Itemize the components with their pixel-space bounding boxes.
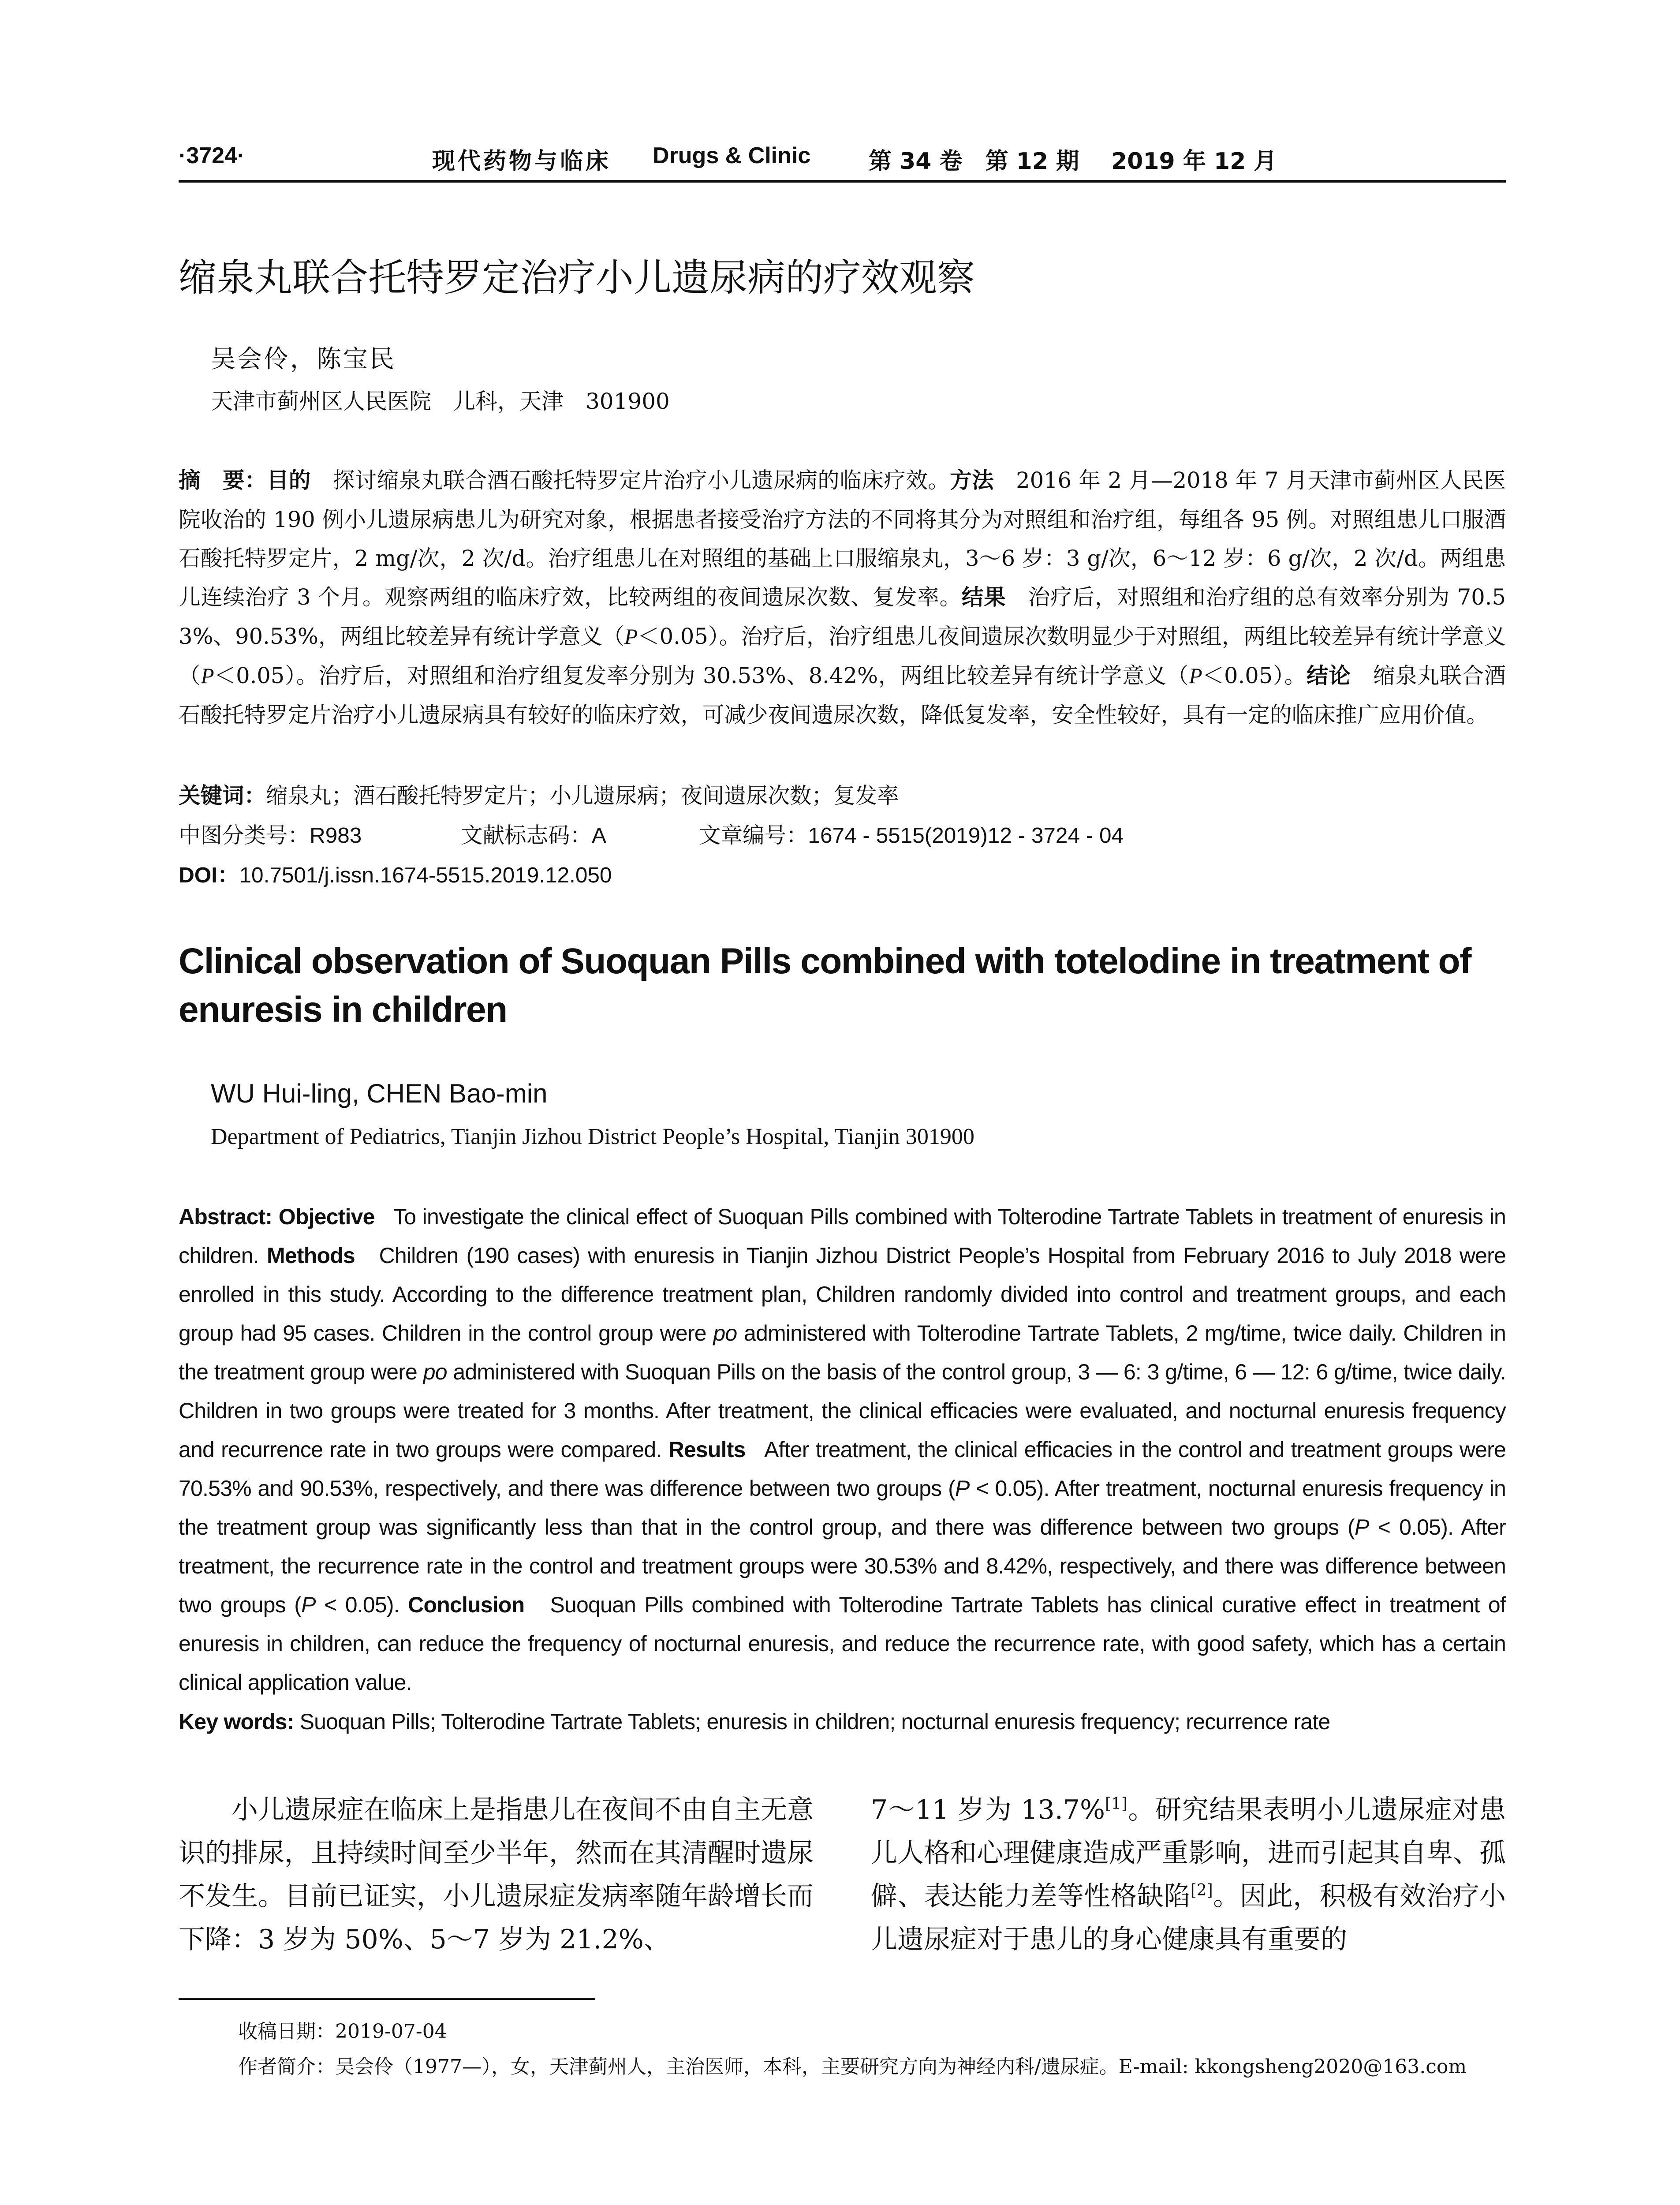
running-header [179,140,1506,183]
conclusion-text-en: Suoquan Pills combined with Tolterodine Tartrate Tablets has clinical curative effect in treatment of enuresis in children, can reduce the frequency of nocturnal enuresis, and reduce the recurrence rate, with good safety, which has a certain clinical application value. [179,1592,1506,1695]
keywords-text-cn: 缩泉丸；酒石酸托特罗定片；小儿遗尿病；夜间遗尿次数；复发率 [266,783,899,808]
objective-label-en: Objective [278,1204,375,1229]
p-value-symbol: P [201,664,214,688]
affiliation-cn: 天津市蓟州区人民医院 儿科，天津 301900 [211,389,670,414]
body-column-right [871,1788,1506,1961]
results-text-cn: ＜0.05）。 [1202,663,1307,688]
methods-text-en: Children (190 cases) with enuresis in Tianjin Jizhou District People’s Hospital from February 2016 to July 2018 were enrolled in this study. According to the difference treatment plan, Children randomly divided into control and treatment groups, and each group had 95 cases. Children in the control group were [179,1243,1506,1345]
body-paragraph: 。研究结果表明小儿遗尿症对患儿人格和心理健康造成严重影响，进而引起其自卑、孤僻、表达能力差等性格缺陷 [871,1794,1506,1912]
abstract-label-cn: 摘 要： [179,468,267,493]
keywords-en [179,1709,1506,1734]
author-bio: 作者简介：吴会伶（1977—），女，天津蓟州人，主治医师，本科，主要研究方向为神经内科/遗尿症。E-mail: kkongsheng2020@163.com [238,2056,1467,2078]
objective-text-en: To investigate the clinical effect of Suoquan Pills combined with Tolterodine Tartrate Tablets in treatment of enuresis in children. [179,1204,1506,1268]
authors-en: WU Hui-ling, CHEN Bao-min [211,1079,548,1108]
conclusion-label-cn: 结论 [1306,664,1351,688]
results-text-cn: ＜0.05）。治疗后，治疗组患儿夜间遗尿次数明显少于对照组，两组比较差异有统计学意义（ [179,624,1506,688]
clc-number: 中图分类号：R983 [179,823,362,848]
methods-text-en: administered with Tolterodine Tartrate Tablets, 2 mg/time, twice daily. Children in the treatment group were [179,1321,1506,1384]
p-value-symbol: P [1355,1515,1369,1540]
citation-ref-1[interactable]: [1] [1105,1795,1127,1813]
results-text-cn: ＜0.05）。治疗后，对照组和治疗组复发率分别为 30.53%、8.42%，两组比较差异有统计学意义（ [214,663,1189,688]
conclusion-label-en: Conclusion [408,1592,525,1617]
keywords-text-en: Suoquan Pills; Tolterodine Tartrate Tablets; enuresis in children; nocturnal enuresis frequency; recurrence rate [299,1709,1330,1734]
results-text-en: < 0.05). [315,1592,399,1617]
po-abbrev: po [713,1321,737,1345]
conclusion-text-cn: 缩泉丸联合酒石酸托特罗定片治疗小儿遗尿病具有较好的临床疗效，可减少夜间遗尿次数，降低复发率，安全性较好，具有一定的临床推广应用价值。 [179,663,1506,728]
doi-link[interactable]: 10.7501/j.issn.1674-5515.2019.12.050 [239,863,612,887]
body-column-left [179,1788,814,1961]
methods-label-cn: 方法 [950,468,994,493]
abstract-label-en: Abstract: [179,1204,273,1229]
footnote-divider [179,1998,595,2000]
body-paragraph: 7～11 岁为 13.7% [871,1794,1105,1825]
abstract-cn [179,461,1506,734]
article-title-cn: 缩泉丸联合托特罗定治疗小儿遗尿病的疗效观察 [179,256,975,300]
results-text-en: After treatment, the clinical efficacies in the control and treatment groups were 70.53% and 90.53%, respectively, and there was difference between two groups ( [179,1437,1506,1501]
objective-text-cn: 探讨缩泉丸联合酒石酸托特罗定片治疗小儿遗尿病的临床疗效。 [310,467,950,493]
affiliation-en: Department of Pediatrics, Tianjin Jizhou District People’s Hospital, Tianjin 301900 [211,1124,974,1149]
results-label-cn: 结果 [961,585,1006,609]
p-value-symbol: P [301,1592,316,1617]
keywords-label-cn: 关键词： [179,784,266,808]
results-text-cn: 治疗后，对照组和治疗组的总有效率分别为 70.53%、90.53%，两组比较差异有统计学意义（ [179,584,1506,649]
citation-ref-2[interactable]: [2] [1190,1881,1213,1899]
results-text-en: < 0.05). After treatment, nocturnal enuresis frequency in the treatment group was significantly less than that in the control group, and there was difference between two groups ( [179,1476,1506,1540]
body-paragraph: 。因此，积极有效治疗小儿遗尿症对于患儿的身心健康具有重要的 [871,1881,1506,1955]
p-value-symbol: P [955,1476,970,1501]
page-number: ·3724· [179,143,245,168]
article-number: 文章编号：1674 - 5515(2019)12 - 3724 - 04 [699,823,1124,848]
po-abbrev: po [423,1360,447,1384]
keywords-cn [179,778,1506,810]
document-code: 文献标志码：A [461,823,607,848]
journal-name-cn: 现代药物与临床 [432,148,612,175]
issue-date: 2019 年 12 月 [1111,148,1277,175]
article-title-en: Clinical observation of Suoquan Pills combined with totelodine in treatment of enuresis in children [179,941,1471,1030]
body-paragraph: 小儿遗尿症在临床上是指患儿在夜间不由自主无意识的排尿，且持续时间至少半年，然而在其清醒时遗尿不发生。目前已证实，小儿遗尿症发病率随年龄增长而下降：3 岁为 50%、5～7 岁为 21.2%、 [179,1794,814,1955]
objective-label-cn: 目的 [266,468,311,493]
results-text-en: < 0.05). After treatment, the recurrence rate in the control and treatment groups were 30.53% and 8.42%, respectively, and there was difference between two groups ( [179,1515,1506,1617]
p-value-symbol: P [624,624,638,649]
authors-cn: 吴会伶，陈宝民 [211,345,396,374]
p-value-symbol: P [1189,664,1202,688]
volume-issue: 第 34 卷 第 12 期 [869,148,1079,175]
journal-name-en: Drugs & Clinic [653,143,811,168]
methods-label-en: Methods [267,1243,355,1268]
results-label-en: Results [668,1437,746,1462]
doi-label: DOI： [179,863,239,887]
methods-text-cn: 2016 年 2 月—2018 年 7 月天津市蓟州区人民医院收治的 190 例小儿遗尿病患儿为研究对象，根据患者接受治疗方法的不同将其分为对照组和治疗组，每组各 95 例。对照组患儿口服酒石酸托特罗定片，2 mg/次，2 次/d。治疗组患儿在对照组的基础上口服缩泉丸，3～6 岁：3 g/次，6～12 岁：6 g/次，2 次/d。两组患儿连续治疗 3 个月。观察两组的临床疗效，比较两组的夜间遗尿次数、复发率。 [179,467,1506,610]
doi-line [179,858,612,889]
received-date: 收稿日期：2019-07-04 [238,2020,447,2043]
abstract-en [179,1197,1506,1702]
methods-text-en: administered with Suoquan Pills on the basis of the control group, 3 — 6: 3 g/time, 6 — 12: 6 g/time, twice daily. Children in two groups were treated for 3 months. After treatment, the clinical efficacies were evaluated, and nocturnal enuresis frequency and recurrence rate in two groups were compared. [179,1360,1506,1462]
keywords-label-en: Key words: [179,1709,294,1734]
